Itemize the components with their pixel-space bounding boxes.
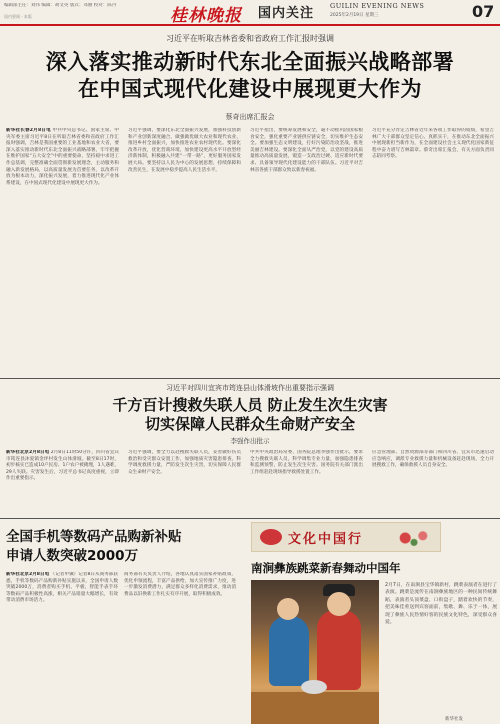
section-title: 国内关注 xyxy=(258,6,315,21)
dish-tray xyxy=(301,680,327,694)
feature-photo xyxy=(251,580,379,724)
feature-banner xyxy=(251,522,441,552)
divider xyxy=(0,378,500,379)
article3-headline xyxy=(6,528,236,566)
photo-credit: 新华社发 xyxy=(445,717,463,722)
article1-column xyxy=(372,128,494,373)
flower-illustration xyxy=(392,527,436,549)
column-text: 应急管理部、自然资源部等部门和四川省、宜宾市迅速启动应急响应，调派专业救援力量和机械设备赶赴现场，全力开展搜救工作，确保救援人员自身安全。 xyxy=(372,450,494,469)
column-text: 习近平指出，要统筹发展和安全，毫不动摇巩固国家粮食安全，强化重要产业链供应链安全，切实维护生态安全。要加强生态文明建设，打好污染防治攻坚战，推进美丽吉林建设。要深化全面从严治党，以党的建设高质量推动高质量发展，锻造一支政治过硬、适应新时代要求、具备领导现代化建设能力的干部队伍。习近平对吉林省各族干部群众致以新春祝福。 xyxy=(250,128,363,173)
article1-headline xyxy=(0,49,500,103)
newspaper-logo: 桂林晚报 xyxy=(170,6,242,26)
masthead-info xyxy=(330,2,470,18)
culture-feature xyxy=(245,520,500,724)
column-text: 商务部有关负责人介绍，各地认真落实国家补贴政策，优化申领流程，丰富产品供给，加大宣传推广力度，进一步激发消费潜力，满足群众多样化消费需求，推动消费品以旧换新工作扎实有序开展，取得积极成效。 xyxy=(124,572,236,597)
editor-credits: 编辑部主任：刘伟 编辑：胡文英 版式：邓丽 校对：陈丹 xyxy=(4,3,117,8)
column-text: 2月8日11时50分许，四川省宜宾市筠连县沐爱镇金坪村发生山体滑坡。截至8日17时，初步核实已造成10户民房、1户农户被掩埋，1人遇难，29人失联。灾害发生后，习近平总书记高度重视，立即作出重要指示。 xyxy=(6,450,119,482)
article3-column xyxy=(124,572,236,722)
article1-subhead: 蔡奇出席汇报会 xyxy=(225,113,275,121)
article1-headline-line2: 在中国式现代化建设中展现更大作为 xyxy=(78,77,422,101)
masthead xyxy=(0,0,500,26)
issue-date: 2025年2月19日 星期三 xyxy=(330,13,379,18)
article2-column xyxy=(6,450,119,514)
column-text: 中共中央政治局常委、国务院总理李强作出批示，要求全力搜救失联人员，科学调集专业力量，加强隐患排查和监测预警，防止发生次生灾害。国务院有关部门派出工作组赶赴现场指导救援处置工作。 xyxy=(250,450,363,475)
article1-column xyxy=(6,128,119,373)
table xyxy=(251,692,379,724)
dateline: 新华社北京2月8日电 xyxy=(6,572,50,577)
column-text: 习近平充分肯定吉林省近年来各项工作取得的成绩，希望吉林广大干部群众坚定信心、真抓实干，在推动东北全面振兴中展现新担当新作为，在全面建设社会主义现代化国家新征程中奋力谱写吉林篇章。蔡奇出席汇报会，有关方面负责同志陪同考察。 xyxy=(372,128,494,160)
article1-column xyxy=(128,128,241,373)
banner-title: 文化中国行 xyxy=(288,532,364,547)
article3-headline-line1: 全国手机等数码产品购新补贴 xyxy=(6,529,182,545)
column-text: 中共中央总书记、国家主席、中央军委主席习近平8日在听取吉林省委和省政府工作汇报时强调，吉林是我国重要的工业基地和农业大省，要深入落实推动新时代东北全面振兴战略部署，牢牢把握在维护国家“五大安全”中的重要使命，坚持稳中求进工作总基调，完整准确全面贯彻新发展理念，主动服务和融入新发展格局，以高质量发展为首要任务，以改革开放为根本动力，深化振兴发展，着力推进现代化产业体系建设，在中国式现代化建设中展现更大作为。 xyxy=(6,128,119,186)
column-text: （记者申铖）记者8日从商务部获悉，手机等数码产品购新补贴实施以来，全国申请人数突破2000万，消费者购买手机、平板、智能手表手环等数码产品积极性高涨，相关产品销量大幅增长，有效带动消费市场活力。 xyxy=(6,572,118,604)
article2-kicker: 习近平对四川宜宾市筠连县山体滑坡作出重要指示强调 xyxy=(166,384,334,392)
article2-column xyxy=(128,450,241,514)
feature-headline: 南涧彝族跳菜新春舞动中国年 xyxy=(251,561,401,575)
dateline: 新华社长春2月8日电 xyxy=(6,128,51,133)
article1-headline-line1: 深入落实推动新时代东北全面振兴战略部署 xyxy=(45,50,455,74)
article2-headline-line1: 千方百计搜救失联人员 防止发生次生灾害 xyxy=(112,396,388,414)
feature-body: 2月7日，在南涧县宝华镇新村，跳菜表演者在进行了表演。跳菜是流传在南涧彝族地区的一种民间传统舞蹈，表演者头顶菜盘、口衔盘子，踏着欢快的节奏，把美味佳肴送到宾客面前，集歌、舞、乐于一体，展现了彝族人民热情好客的民族文化特色，深受群众喜爱。 xyxy=(385,583,497,626)
article3-column xyxy=(6,572,118,722)
bird-illustration xyxy=(260,529,282,545)
article1-column xyxy=(250,128,363,373)
article2-column xyxy=(250,450,363,514)
divider xyxy=(0,518,500,519)
column-text: 习近平强调，要全力以赴搜救失联人员，妥善做好伤员救治和受灾群众安置工作，加强地质灾害隐患排查，科学调度救援力量，严防发生次生灾害，切实保障人民群众生命财产安全。 xyxy=(128,450,241,475)
article3-headline-line2: 申请人数突破2000万 xyxy=(6,548,139,564)
page-number: 07 xyxy=(472,2,495,21)
english-name: GUILIN EVENING NEWS xyxy=(330,2,425,10)
article1-kicker: 习近平在听取吉林省委和省政府工作汇报时强调 xyxy=(166,34,334,43)
article2-headline-line2: 切实保障人民群众生命财产安全 xyxy=(144,415,355,433)
performer-head xyxy=(277,598,299,620)
article2-headline xyxy=(0,396,500,434)
section-note: 国内要闻 · 本版 xyxy=(4,14,32,19)
performer-head xyxy=(327,592,351,616)
article2-subhead: 李强作出批示 xyxy=(230,437,270,445)
dateline: 新华社北京2月8日电 xyxy=(6,450,50,455)
performer-figure xyxy=(317,610,361,690)
column-text: 习近平强调，要深化东北全面振兴发展，加强科技创新和产业创新深度融合，做强做优做大农业和现代农业，推进乡村全面振兴，加快推进农业农村现代化。要深化改革开放，优化营商环境，加快建设更高水平开放型经济新体制，积极融入共建“一带一路”，更好服务国家发展大局。要坚持以人民为中心的发展思想，持续保障和改善民生，在发展中稳步提高人民生活水平。 xyxy=(128,128,241,173)
article2-column xyxy=(372,450,494,514)
performer-figure xyxy=(269,616,309,686)
